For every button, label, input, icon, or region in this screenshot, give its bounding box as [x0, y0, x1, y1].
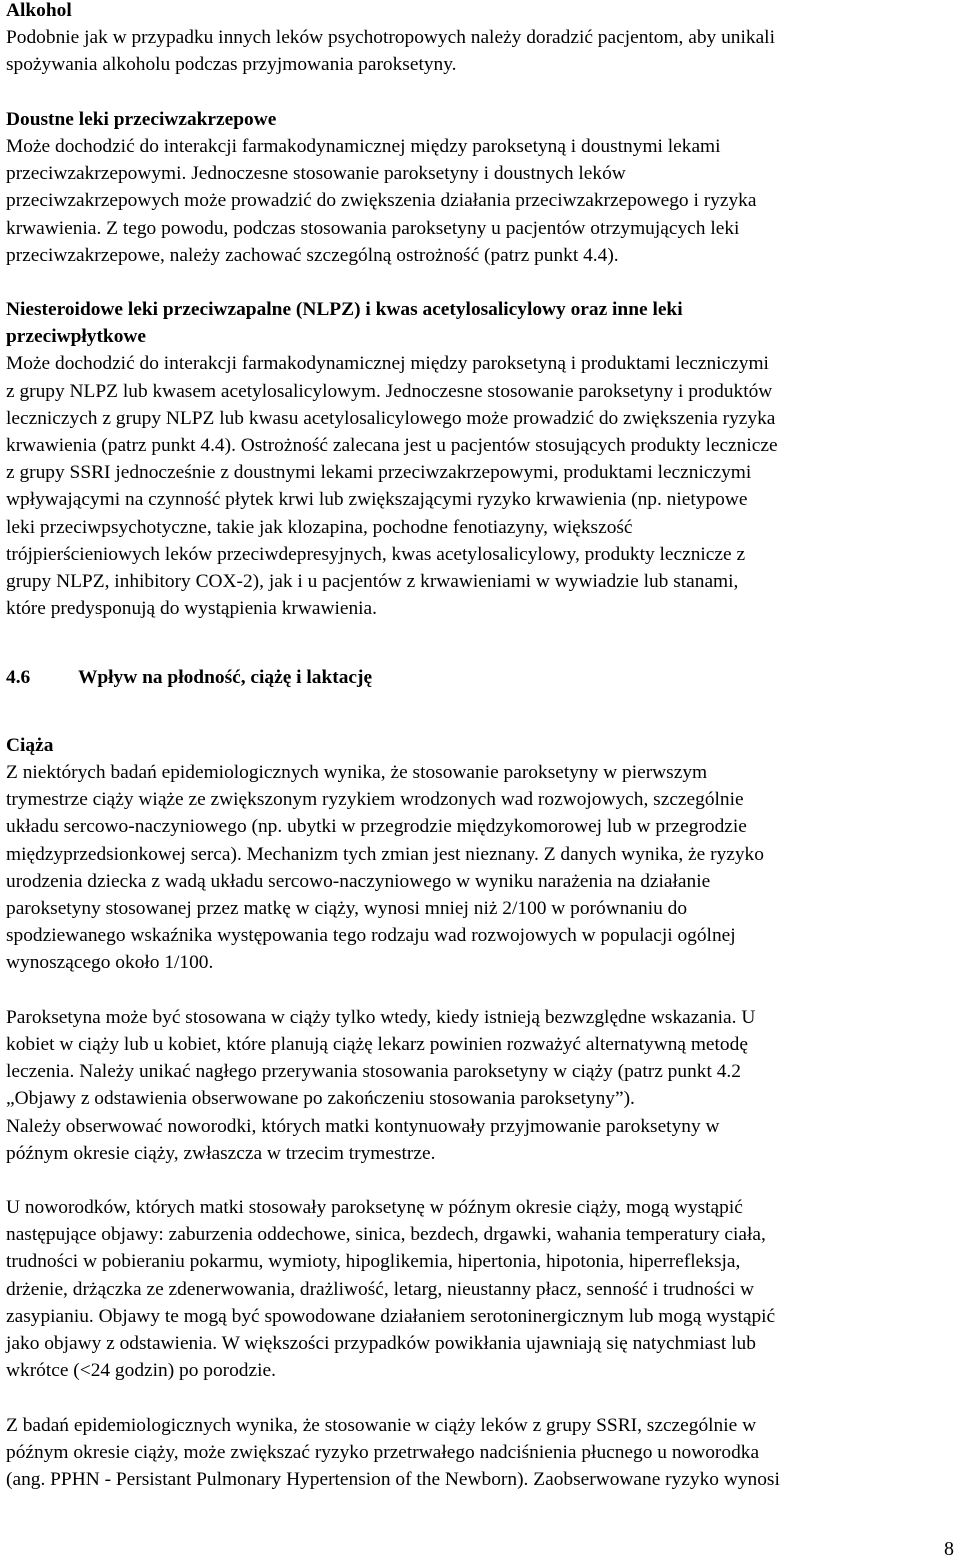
nsaids-heading: Niesteroidowe leki przeciwzapalne (NLPZ) i kwas acetylosalicylowy oraz inne leki	[6, 299, 683, 321]
document-page	[6, 0, 956, 1493]
pregnancy-text-line: drżenie, drżączka ze zdenerwowania, drażliwość, letarg, nieustanny płacz, senność i trudności w	[6, 1278, 755, 1300]
alcohol-text-line: spożywania alkoholu podczas przyjmowania paroksetyny.	[6, 54, 457, 76]
section-number: 4.6	[6, 666, 31, 688]
pregnancy-heading: Ciąża	[6, 734, 54, 756]
pregnancy-text-line: zasypianiu. Objawy te mogą być spowodowane działaniem serotoninergicznym lub mogą wystąpić	[6, 1305, 776, 1327]
pregnancy-text-line: układu sercowo-naczyniowego (np. ubytki w przegrodzie międzykomorowej lub w przegrodzie	[6, 816, 747, 838]
pregnancy-text-line: następujące objawy: zaburzenia oddechowe, sinica, bezdech, drgawki, wahania temperatury ciała,	[6, 1224, 766, 1246]
pregnancy-text-line: późnym okresie ciąży, może zwiększać ryzyko przetrwałego nadciśnienia płucnego u noworodka	[6, 1441, 760, 1463]
paragraph-spacer	[6, 718, 956, 732]
nsaids-section	[6, 296, 956, 622]
nsaids-text-line: grupy NLPZ, inhibitory COX-2), jak i u pacjentów z krwawieniami w wywiadzie lub stanami,	[6, 570, 739, 592]
anticoagulants-text-line: krwawienia. Z tego powodu, podczas stosowania paroksetyny u pacjentów otrzymujących leki	[6, 217, 740, 239]
nsaids-text-line: z grupy NLPZ lub kwasem acetylosalicylowym. Jednoczesne stosowanie paroksetyny i produktów	[6, 380, 773, 402]
anticoagulants-section	[6, 106, 956, 269]
pregnancy-text-line: jako objawy z odstawienia. W większości przypadków powikłania ujawniają się natychmiast lub	[6, 1333, 756, 1354]
nsaids-text-line: leczniczych z grupy NLPZ lub kwasu acetylosalicylowego może prowadzić do zwiększenia ryzyka	[6, 407, 776, 429]
alcohol-text-line: Podobnie jak w przypadku innych leków psychotropowych należy doradzić pacjentom, aby unikali	[6, 27, 775, 49]
paragraph-spacer	[6, 1384, 956, 1411]
nsaids-text-line: Może dochodzić do interakcji farmakodynamicznej między paroksetyną i produktami leczniczymi	[6, 353, 769, 375]
paragraph-spacer	[6, 691, 956, 718]
nsaids-text-line: leki przeciwpsychotyczne, takie jak klozapina, pochodne fenotiazyny, większość	[6, 516, 633, 538]
alcohol-heading: Alkohol	[6, 0, 72, 21]
anticoagulants-text-line: przeciwzakrzepowymi. Jednoczesne stosowanie paroksetyny i doustnych leków	[6, 163, 626, 185]
nsaids-text-line: które predysponują do wystąpienia krwawienia.	[6, 598, 378, 620]
pregnancy-text-line: Paroksetyna może być stosowana w ciąży tylko wtedy, kiedy istnieją bezwzględne wskazania. U	[6, 1006, 756, 1028]
pregnancy-text-line: Z badań epidemiologicznych wynika, że stosowanie w ciąży leków z grupy SSRI, szczególnie w	[6, 1414, 757, 1436]
pregnancy-text-line: Z niektórych badań epidemiologicznych wynika, że stosowanie paroksetyny w pierwszym	[6, 762, 708, 784]
paragraph-spacer	[6, 977, 956, 1004]
pregnancy-section	[6, 732, 956, 1493]
anticoagulants-heading: Doustne leki przeciwzakrzepowe	[6, 108, 277, 130]
pregnancy-text-line: późnym okresie ciąży, zwłaszcza w trzecim trymestrze.	[6, 1142, 436, 1164]
nsaids-text-line: trójpierścieniowych leków przeciwdepresyjnych, kwas acetylosalicylowy, produkty lecznicze z	[6, 543, 746, 565]
pregnancy-text-line: kobiet w ciąży lub u kobiet, które planują ciążę lekarz powinien rozważyć alternatywną metodę	[6, 1033, 748, 1055]
page-number: 8	[944, 1538, 954, 1560]
nsaids-text-line: krwawienia (patrz punkt 4.4). Ostrożność zalecana jest u pacjentów stosujących produkty lecznicze	[6, 435, 778, 456]
anticoagulants-text-line: przeciwzakrzepowych może prowadzić do zwiększenia działania przeciwzakrzepowego i ryzyka	[6, 190, 757, 212]
pregnancy-text-line: trudności w pobieraniu pokarmu, wymioty, hipoglikemia, hipertonia, hipotonia, hiperrefleksja,	[6, 1251, 741, 1273]
pregnancy-text-line: wkrótce (<24 godzin) po porodzie.	[6, 1360, 276, 1382]
pregnancy-text-line: „Objawy z odstawienia obserwowane po zakończeniu stosowania paroksetyny”).	[6, 1088, 635, 1110]
pregnancy-text-line: Należy obserwować noworodki, których matki kontynuowały przyjmowanie paroksetyny w	[6, 1115, 720, 1137]
nsaids-text-line: z grupy SSRI jednocześnie z doustnymi lekami przeciwzakrzepowymi, produktami leczniczymi	[6, 462, 752, 484]
alcohol-section	[6, 0, 956, 79]
pregnancy-text-line: leczenia. Należy unikać nagłego przerywania stosowania paroksetyny w ciąży (patrz punkt 4.2	[6, 1061, 741, 1083]
pregnancy-text-line: urodzenia dziecka z wadą układu sercowo-naczyniowego w wyniku narażenia na działanie	[6, 870, 711, 892]
paragraph-spacer	[6, 650, 956, 664]
paragraph-spacer	[6, 79, 956, 106]
section-title: Wpływ na płodność, ciążę i laktację	[78, 666, 373, 688]
nsaids-heading: przeciwpłytkowe	[6, 326, 147, 348]
anticoagulants-text-line: przeciwzakrzepowe, należy zachować szczególną ostrożność (patrz punkt 4.4).	[6, 244, 619, 266]
anticoagulants-text-line: Może dochodzić do interakcji farmakodynamicznej między paroksetyną i doustnymi lekami	[6, 135, 721, 157]
pregnancy-text-line: U noworodków, których matki stosowały paroksetynę w późnym okresie ciąży, mogą wystąpić	[6, 1197, 743, 1219]
paragraph-spacer	[6, 622, 956, 649]
paragraph-spacer	[6, 1167, 956, 1194]
section-heading	[6, 664, 956, 691]
pregnancy-text-line: wynoszącego około 1/100.	[6, 952, 214, 974]
nsaids-text-line: wpływającymi na czynność płytek krwi lub zwiększającymi ryzyko krwawienia (np. nietypowe	[6, 489, 748, 511]
pregnancy-text-line: trymestrze ciąży wiąże ze zwiększonym ryzykiem wrodzonych wad rozwojowych, szczególnie	[6, 789, 744, 811]
pregnancy-text-line: spodziewanego wskaźnika występowania tego rodzaju wad rozwojowych w populacji ogólnej	[6, 925, 736, 947]
pregnancy-text-line: paroksetyny stosowanej przez matkę w ciąży, wynosi mniej niż 2/100 w porównaniu do	[6, 898, 688, 919]
pregnancy-text-line: (ang. PPHN - Persistant Pulmonary Hypertension of the Newborn). Zaobserwowane ryzyko wynosi	[6, 1468, 780, 1490]
pregnancy-text-line: międzyprzedsionkowej serca). Mechanizm tych zmian jest nieznany. Z danych wynika, że ryzyko	[6, 843, 764, 865]
paragraph-spacer	[6, 269, 956, 296]
